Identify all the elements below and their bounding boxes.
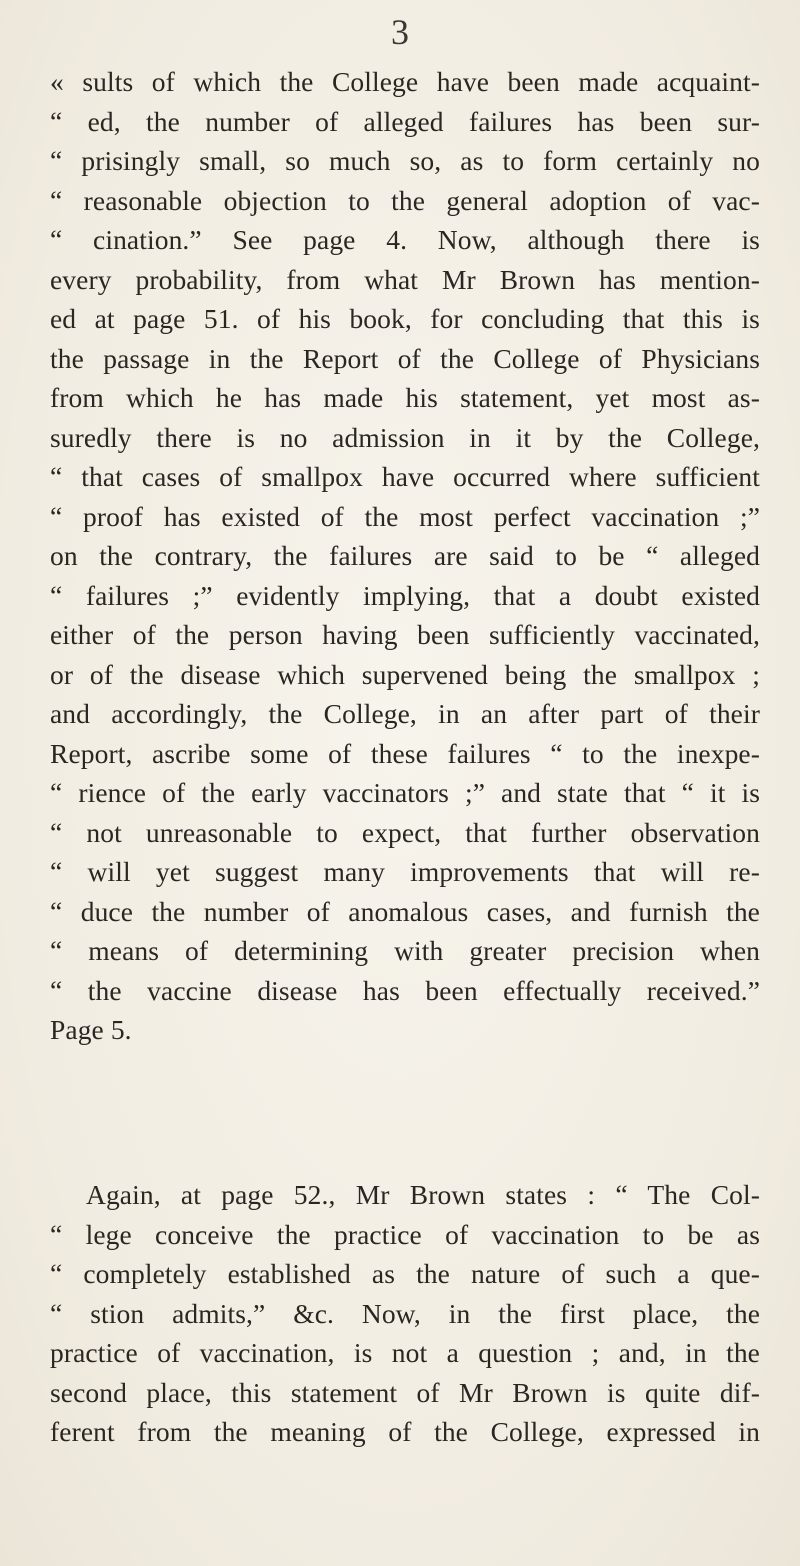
text-line: “ ed, the number of alleged failures has been sur- (50, 105, 760, 137)
text-line: “ failures ;” evidently implying, that a doubt existed (50, 579, 760, 611)
text-line: “ rience of the early vaccinators ;” and state that “ it is (50, 777, 760, 808)
text-line: “ stion admits,” &c. Now, in the first place, the (50, 1297, 760, 1329)
text-line: “ not unreasonable to expect, that further observation (50, 816, 760, 848)
text-line: the passage in the Report of the College of Physicians (50, 342, 760, 374)
text-line: every probability, from what Mr Brown has mention- (50, 263, 760, 295)
text-line: “ prisingly small, so much so, as to form certainly no (50, 145, 760, 176)
text-line: or of the disease which supervened being the smallpox ; (50, 658, 760, 690)
text-line: “ duce the number of anomalous cases, and furnish the (50, 895, 760, 927)
text-line: « sults of which the College have been made acquaint- (50, 66, 760, 97)
text-line: on the contrary, the failures are said to be “ alleged (50, 540, 760, 571)
text-line: Page 5. (50, 1014, 132, 1045)
text-line: “ completely established as the nature of such a que- (50, 1258, 760, 1289)
text-line: second place, this statement of Mr Brown is quite dif- (50, 1376, 760, 1408)
text-line: from which he has made his statement, yet most as- (50, 382, 760, 413)
text-line: “ the vaccine disease has been effectually received.” (50, 974, 760, 1006)
text-line: “ will yet suggest many improvements that will re- (50, 856, 760, 887)
text-line: “ that cases of smallpox have occurred where sufficient (50, 461, 760, 492)
text-line: ed at page 51. of his book, for concluding that this is (50, 303, 760, 334)
paragraph-2 (50, 1175, 760, 1452)
page-number: 3 (391, 12, 409, 52)
text-line: and accordingly, the College, in an after part of their (50, 698, 760, 729)
text-line: “ cination.” See page 4. Now, although there is (50, 224, 760, 255)
text-line: “ means of determining with greater precision when (50, 935, 760, 966)
text-line: Again, at page 52., Mr Brown states : “ The Col- (86, 1179, 760, 1210)
text-line: Report, ascribe some of these failures “ to the inexpe- (50, 737, 760, 769)
text-line: ferent from the meaning of the College, expressed in (50, 1416, 760, 1447)
paragraph-1 (50, 62, 760, 1050)
text-line: “ lege conceive the practice of vaccination to be as (50, 1218, 760, 1250)
text-line: suredly there is no admission in it by the College, (50, 421, 760, 453)
text-line: either of the person having been sufficiently vaccinated, (50, 619, 760, 650)
text-line: “ reasonable objection to the general adoption of vac- (50, 184, 760, 216)
text-line: “ proof has existed of the most perfect vaccination ;” (50, 500, 760, 532)
text-line: practice of vaccination, is not a question ; and, in the (50, 1337, 760, 1368)
